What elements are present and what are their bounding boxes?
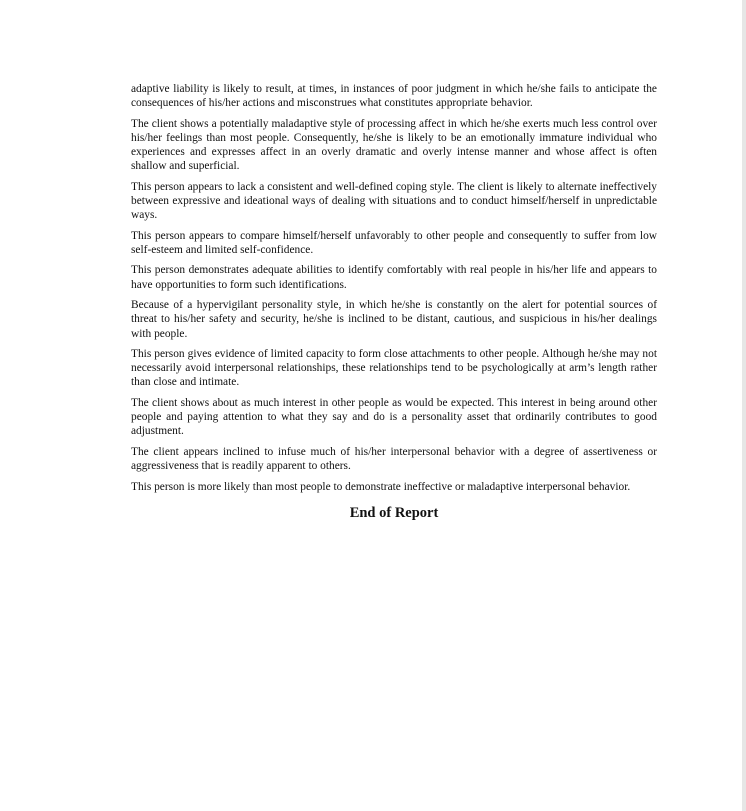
page-edge bbox=[742, 0, 746, 811]
report-body bbox=[131, 82, 657, 520]
paragraph-attachment: This person gives evidence of limited capacity to form close attachments to other people. Although he/she may not necessarily avoid interpersonal relationships, these relationships tend to be psychologically at arm’s length rather than close and intimate. bbox=[131, 348, 657, 389]
paragraph-assertiveness: The client appears inclined to infuse much of his/her interpersonal behavior with a degree of assertiveness or aggressiveness that is readily apparent to others. bbox=[131, 445, 657, 473]
end-of-report-heading: End of Report bbox=[349, 504, 439, 521]
paragraph-affect-processing: The client shows a potentially maladaptive style of processing affect in which he/she exerts much less control over his/her feelings than most people. Consequently, he/she is likely to be an emotionally immature individual who experiences and expresses affect in an overly dramatic and overly intense manner and whose affect is often shallow and superficial. bbox=[131, 117, 657, 173]
paragraph-interpersonal-behavior: This person is more likely than most people to demonstrate ineffective or maladaptive interpersonal behavior. bbox=[131, 480, 631, 493]
paragraph-interest-in-others: The client shows about as much interest in other people as would be expected. This interest in being around other people and paying attention to what they say and do is a personality asset that ordinarily contributes to good adjustment. bbox=[131, 396, 657, 438]
paragraph-self-esteem: This person appears to compare himself/herself unfavorably to other people and consequently to suffer from low self-esteem and limited self-confidence. bbox=[131, 229, 657, 256]
paragraph-hypervigilance: Because of a hypervigilant personality style, in which he/she is constantly on the alert for potential sources of threat to his/her safety and security, he/she is inclined to be distant, cautious, and suspicious in his/her dealings with people. bbox=[131, 299, 657, 340]
paragraph-adaptive-liability: adaptive liability is likely to result, at times, in instances of poor judgment in which he/she fails to anticipate the consequences of his/her actions and misconstrues what constitutes appropriate behavior. bbox=[131, 83, 657, 110]
paragraph-coping-style: This person appears to lack a consistent and well-defined coping style. The client is likely to alternate ineffectively between expressive and ideational ways of dealing with situations and to conduct himself/herself in unpredictable ways. bbox=[131, 180, 657, 222]
paragraph-identification: This person demonstrates adequate abilities to identify comfortably with real people in his/her life and appears to have opportunities to form such identifications. bbox=[131, 264, 657, 291]
